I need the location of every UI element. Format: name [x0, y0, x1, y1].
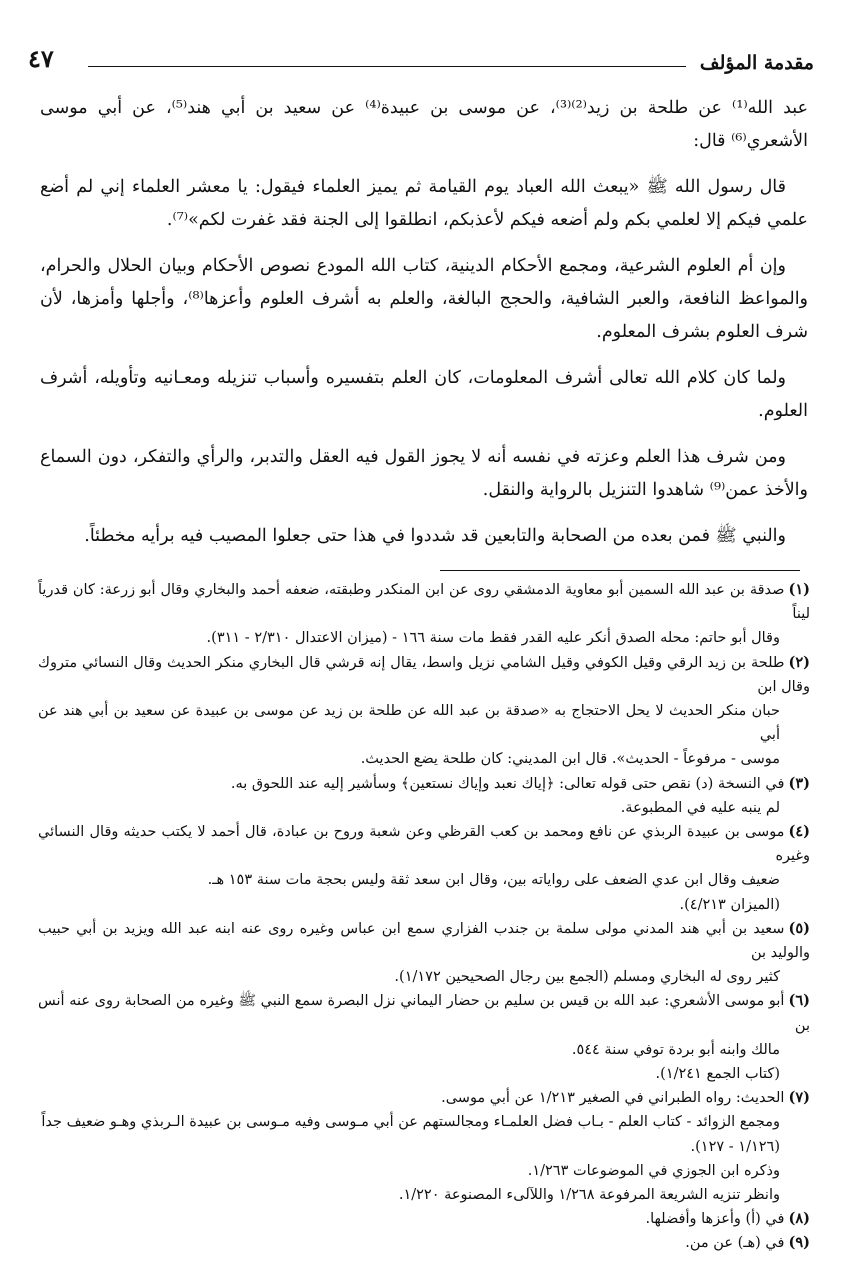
footnote-text: صدقة بن عبد الله السمين أبو معاوية الدمشقي روى عن ابن المنكدر وطبقته، ضعفه أحمد والبخاري وقال أبو زرعة: كان قدرياً ليناً	[38, 582, 810, 623]
footnotes	[38, 578, 810, 1256]
footnote-6	[38, 989, 810, 1086]
page-header	[28, 44, 814, 78]
footnote-number: (٨)	[788, 1210, 810, 1228]
footnote-number: (٤)	[788, 823, 810, 841]
paragraph-honor-of-science: ومن شرف هذا العلم وعزته في نفسه أنه لا يجوز القول فيه العقل والتدبر، والرأي والتفكر، دون السماع والأخذ عمن⁽⁹⁾ شاهدوا التنزيل بالرواية والنقل.	[40, 447, 808, 500]
footnote-text: (١/١٢٦ - ١٢٧).	[690, 1138, 780, 1155]
header-rule	[88, 66, 686, 67]
footnote-text: كثير روى له البخاري ومسلم (الجمع بين رجال الصحيحين ١/١٧٢).	[394, 969, 780, 986]
footnote-text: حبان منكر الحديث لا يحل الاحتجاج به «صدقة بن عبد الله عن طلحة بن زيد عن موسى بن عبيدة عن سعيد بن أبي هند عن أبي	[38, 703, 780, 744]
page-number: ٤٧	[28, 44, 54, 73]
footnote-text: مالك وابنه أبو بردة توفي سنة ٥٤٤.	[571, 1041, 780, 1058]
paragraph-mother-of-sciences: وإن أم العلوم الشرعية، ومجمع الأحكام الدينية، كتاب الله المودع نصوص الأحكام وبيان الحلال والحرام، والمواعظ النافعة، والعبر الشافية، والحجج البالغة، والعلم به أشرف العلوم وأعزها⁽⁸⁾، وأجلها وأمزها، لأن شرف العلوم بشرف المعلوم.	[40, 256, 809, 342]
footnote-1	[38, 578, 810, 651]
footnote-text: ومجمع الزوائد - كتاب العلم - بـاب فضل العلمـاء ومجالستهم عن أبي مـوسى وفيه مـوسى بن عبيدة الـربذي وهـو ضعيف جداً	[41, 1114, 780, 1131]
paragraph-isnad: عبد الله⁽¹⁾ عن طلحة بن زيد⁽²⁾⁽³⁾، عن موسى بن عبيدة⁽⁴⁾ عن سعيد بن أبي هند⁽⁵⁾، عن أبي موسى الأشعري⁽⁶⁾ قال:	[40, 98, 809, 151]
footnote-text: (الميزان ٤/٢١٣).	[679, 896, 780, 913]
paragraph-prophet-companions: والنبي ﷺ فمن بعده من الصحابة والتابعين قد شددوا في هذا حتى جعلوا المصيب فيه برأيه مخطئاً.	[84, 526, 786, 546]
footnote-text: الحديث: رواه الطبراني في الصغير ١/٢١٣ عن أبي موسى.	[441, 1090, 785, 1107]
footnote-text: لم ينبه عليه في المطبوعة.	[620, 799, 780, 816]
paragraph-hadith: قال رسول الله ﷺ «يبعث الله العباد يوم القيامة ثم يميز العلماء فيقول: يا معشر العلماء إني لم أضع علمي فيكم إلا لعلمي بكم ولم أضعه فيكم لأعذبكم، انطلقوا إلى الجنة فقد غفرت لكم»⁽⁷⁾.	[40, 177, 808, 230]
footnote-text: موسى - مرفوعاً - الحديث». قال ابن المديني: كان طلحة يضع الحديث.	[360, 751, 780, 768]
footnote-text: في (هـ) عن من.	[685, 1235, 785, 1252]
footnote-9	[38, 1231, 810, 1255]
paragraph-word-of-allah: ولما كان كلام الله تعالى أشرف المعلومات، كان العلم بتفسيره وأسباب تنزيله ومعـانيه وتأويله، أشرف العلوم.	[40, 368, 808, 421]
footnote-5	[38, 917, 810, 990]
footnote-4	[38, 820, 810, 917]
footnote-number: (٩)	[788, 1234, 810, 1252]
footnote-text: طلحة بن زيد الرقي وقيل الكوفي وقيل الشامي نزيل واسط، يقال إنه قرشي قال البخاري منكر الحديث وقال النسائي متروك وقال ابن	[38, 654, 810, 695]
footnote-text: في (أ) وأعزها وأفضلها.	[645, 1211, 785, 1228]
footnote-number: (٣)	[788, 774, 810, 792]
footnote-number: (١)	[788, 581, 810, 598]
footnote-number: (٥)	[788, 919, 810, 937]
main-text	[40, 92, 808, 566]
chapter-title: مقدمة المؤلف	[699, 52, 814, 74]
footnote-text: وذكره ابن الجوزي في الموضوعات ١/٢٦٣.	[527, 1162, 780, 1179]
footnote-7	[38, 1086, 810, 1207]
footnote-text: في النسخة (د) نقص حتى قوله تعالى: ﴿إياك نعبد وإياك نستعين﴾ وسأشير إليه عند اللحوق به.	[230, 775, 785, 792]
footnote-text: سعيد بن أبي هند المدني مولى سلمة بن جندب الفزاري سمع ابن عباس وغيره روى عنه ابنه عبد الله ويزيد بن أبي حبيب والوليد بن	[38, 920, 810, 962]
footnote-text: أبو موسى الأشعري: عبد الله بن قيس بن سليم بن حضار اليماني نزل البصرة سمع النبي ﷺ وغيره من الصحابة روى عنه أنس بن	[38, 993, 810, 1034]
footnote-2	[38, 651, 810, 772]
footnote-number: (٦)	[788, 992, 810, 1010]
footnote-text: (كتاب الجمع ١/٢٤١).	[655, 1066, 780, 1083]
footnote-text: موسى بن عبيدة الربذي عن نافع ومحمد بن كعب القرظي وعن شعبة وروح بن عبادة، قال أحمد لا يكتب حديثه وقال النسائي وغيره	[38, 824, 810, 865]
footnote-text: وانظر تنزيه الشريعة المرفوعة ١/٢٦٨ واللآلىء المصنوعة ١/٢٢٠.	[398, 1187, 780, 1204]
footnote-number: (٧)	[788, 1089, 810, 1107]
footnote-8	[38, 1207, 810, 1231]
footnote-3	[38, 772, 810, 820]
footnote-text: ضعيف وقال ابن عدي الضعف على رواياته بين، وقال ابن سعد ثقة وليس بحجة مات سنة ١٥٣ هـ.	[207, 872, 780, 889]
footnote-divider	[440, 570, 800, 571]
footnote-text: وقال أبو حاتم: محله الصدق أنكر عليه القدر فقط مات سنة ١٦٦ - (ميزان الاعتدال ٢/٣١٠ - ٣١١).	[206, 630, 780, 647]
footnote-number: (٢)	[788, 653, 810, 671]
